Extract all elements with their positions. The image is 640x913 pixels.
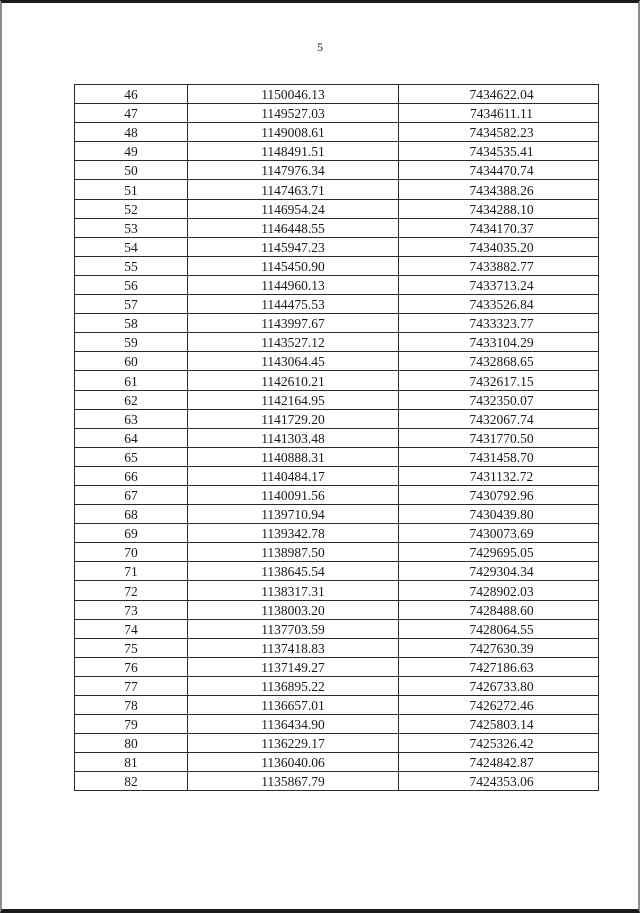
x-coordinate-cell: 1136895.22	[188, 676, 399, 695]
x-coordinate-cell: 1137418.83	[188, 638, 399, 657]
y-coordinate-cell: 7431770.50	[399, 428, 599, 447]
point-number-cell: 72	[75, 581, 188, 600]
coordinates-table-body	[75, 85, 599, 791]
y-coordinate-cell: 7434582.23	[399, 123, 599, 142]
point-number-cell: 78	[75, 696, 188, 715]
point-number-cell: 55	[75, 256, 188, 275]
x-coordinate-cell: 1150046.13	[188, 85, 399, 104]
x-coordinate-cell: 1147463.71	[188, 180, 399, 199]
table-row	[75, 352, 599, 371]
y-coordinate-cell: 7434611.11	[399, 104, 599, 123]
x-coordinate-cell: 1140091.56	[188, 485, 399, 504]
table-row	[75, 600, 599, 619]
point-number-cell: 52	[75, 199, 188, 218]
point-number-cell: 51	[75, 180, 188, 199]
point-number-cell: 73	[75, 600, 188, 619]
y-coordinate-cell: 7433323.77	[399, 314, 599, 333]
table-row	[75, 314, 599, 333]
point-number-cell: 68	[75, 505, 188, 524]
y-coordinate-cell: 7430073.69	[399, 524, 599, 543]
y-coordinate-cell: 7434170.37	[399, 218, 599, 237]
x-coordinate-cell: 1136229.17	[188, 734, 399, 753]
table-row	[75, 753, 599, 772]
table-row	[75, 581, 599, 600]
table-row	[75, 237, 599, 256]
point-number-cell: 65	[75, 447, 188, 466]
table-row	[75, 161, 599, 180]
table-row	[75, 256, 599, 275]
table-row	[75, 180, 599, 199]
point-number-cell: 80	[75, 734, 188, 753]
y-coordinate-cell: 7428064.55	[399, 619, 599, 638]
point-number-cell: 56	[75, 275, 188, 294]
table-row	[75, 218, 599, 237]
table-row	[75, 619, 599, 638]
table-row	[75, 428, 599, 447]
x-coordinate-cell: 1149527.03	[188, 104, 399, 123]
x-coordinate-cell: 1142610.21	[188, 371, 399, 390]
x-coordinate-cell: 1137149.27	[188, 657, 399, 676]
point-number-cell: 81	[75, 753, 188, 772]
point-number-cell: 79	[75, 715, 188, 734]
table-row	[75, 715, 599, 734]
point-number-cell: 69	[75, 524, 188, 543]
y-coordinate-cell: 7427630.39	[399, 638, 599, 657]
x-coordinate-cell: 1144475.53	[188, 295, 399, 314]
table-row	[75, 638, 599, 657]
table-row	[75, 295, 599, 314]
x-coordinate-cell: 1138987.50	[188, 543, 399, 562]
point-number-cell: 67	[75, 485, 188, 504]
table-row	[75, 447, 599, 466]
y-coordinate-cell: 7425803.14	[399, 715, 599, 734]
x-coordinate-cell: 1138317.31	[188, 581, 399, 600]
y-coordinate-cell: 7432868.65	[399, 352, 599, 371]
table-row	[75, 734, 599, 753]
point-number-cell: 59	[75, 333, 188, 352]
point-number-cell: 77	[75, 676, 188, 695]
y-coordinate-cell: 7430792.96	[399, 485, 599, 504]
table-row	[75, 676, 599, 695]
x-coordinate-cell: 1148491.51	[188, 142, 399, 161]
table-row	[75, 696, 599, 715]
table-row	[75, 199, 599, 218]
y-coordinate-cell: 7432350.07	[399, 390, 599, 409]
x-coordinate-cell: 1136657.01	[188, 696, 399, 715]
y-coordinate-cell: 7430439.80	[399, 505, 599, 524]
point-number-cell: 49	[75, 142, 188, 161]
table-row	[75, 772, 599, 791]
table-row	[75, 142, 599, 161]
table-row	[75, 466, 599, 485]
y-coordinate-cell: 7431458.70	[399, 447, 599, 466]
table-row	[75, 85, 599, 104]
x-coordinate-cell: 1139342.78	[188, 524, 399, 543]
y-coordinate-cell: 7424353.06	[399, 772, 599, 791]
point-number-cell: 76	[75, 657, 188, 676]
x-coordinate-cell: 1138003.20	[188, 600, 399, 619]
y-coordinate-cell: 7432067.74	[399, 409, 599, 428]
y-coordinate-cell: 7434288.10	[399, 199, 599, 218]
point-number-cell: 48	[75, 123, 188, 142]
y-coordinate-cell: 7434470.74	[399, 161, 599, 180]
y-coordinate-cell: 7426733.80	[399, 676, 599, 695]
y-coordinate-cell: 7434388.26	[399, 180, 599, 199]
y-coordinate-cell: 7429304.34	[399, 562, 599, 581]
x-coordinate-cell: 1136434.90	[188, 715, 399, 734]
table-row	[75, 543, 599, 562]
y-coordinate-cell: 7433104.29	[399, 333, 599, 352]
y-coordinate-cell: 7425326.42	[399, 734, 599, 753]
y-coordinate-cell: 7429695.05	[399, 543, 599, 562]
point-number-cell: 54	[75, 237, 188, 256]
x-coordinate-cell: 1145450.90	[188, 256, 399, 275]
coordinates-table	[74, 84, 599, 791]
table-row	[75, 485, 599, 504]
x-coordinate-cell: 1145947.23	[188, 237, 399, 256]
point-number-cell: 57	[75, 295, 188, 314]
point-number-cell: 53	[75, 218, 188, 237]
point-number-cell: 61	[75, 371, 188, 390]
point-number-cell: 66	[75, 466, 188, 485]
point-number-cell: 63	[75, 409, 188, 428]
point-number-cell: 50	[75, 161, 188, 180]
point-number-cell: 58	[75, 314, 188, 333]
x-coordinate-cell: 1149008.61	[188, 123, 399, 142]
table-row	[75, 333, 599, 352]
y-coordinate-cell: 7432617.15	[399, 371, 599, 390]
x-coordinate-cell: 1146448.55	[188, 218, 399, 237]
y-coordinate-cell: 7431132.72	[399, 466, 599, 485]
page-number: 5	[317, 40, 323, 54]
point-number-cell: 62	[75, 390, 188, 409]
x-coordinate-cell: 1143064.45	[188, 352, 399, 371]
table-row	[75, 104, 599, 123]
x-coordinate-cell: 1141729.20	[188, 409, 399, 428]
x-coordinate-cell: 1140888.31	[188, 447, 399, 466]
y-coordinate-cell: 7433882.77	[399, 256, 599, 275]
x-coordinate-cell: 1147976.34	[188, 161, 399, 180]
y-coordinate-cell: 7434622.04	[399, 85, 599, 104]
table-row	[75, 123, 599, 142]
y-coordinate-cell: 7426272.46	[399, 696, 599, 715]
point-number-cell: 71	[75, 562, 188, 581]
y-coordinate-cell: 7433713.24	[399, 275, 599, 294]
y-coordinate-cell: 7428488.60	[399, 600, 599, 619]
x-coordinate-cell: 1136040.06	[188, 753, 399, 772]
x-coordinate-cell: 1141303.48	[188, 428, 399, 447]
point-number-cell: 74	[75, 619, 188, 638]
x-coordinate-cell: 1140484.17	[188, 466, 399, 485]
point-number-cell: 75	[75, 638, 188, 657]
x-coordinate-cell: 1144960.13	[188, 275, 399, 294]
point-number-cell: 82	[75, 772, 188, 791]
x-coordinate-cell: 1138645.54	[188, 562, 399, 581]
point-number-cell: 64	[75, 428, 188, 447]
table-row	[75, 657, 599, 676]
y-coordinate-cell: 7434035.20	[399, 237, 599, 256]
table-row	[75, 505, 599, 524]
y-coordinate-cell: 7424842.87	[399, 753, 599, 772]
x-coordinate-cell: 1139710.94	[188, 505, 399, 524]
x-coordinate-cell: 1146954.24	[188, 199, 399, 218]
y-coordinate-cell: 7428902.03	[399, 581, 599, 600]
point-number-cell: 46	[75, 85, 188, 104]
x-coordinate-cell: 1143997.67	[188, 314, 399, 333]
x-coordinate-cell: 1142164.95	[188, 390, 399, 409]
y-coordinate-cell: 7433526.84	[399, 295, 599, 314]
y-coordinate-cell: 7427186.63	[399, 657, 599, 676]
table-row	[75, 524, 599, 543]
table-row	[75, 390, 599, 409]
point-number-cell: 70	[75, 543, 188, 562]
x-coordinate-cell: 1135867.79	[188, 772, 399, 791]
x-coordinate-cell: 1137703.59	[188, 619, 399, 638]
point-number-cell: 47	[75, 104, 188, 123]
table-row	[75, 409, 599, 428]
x-coordinate-cell: 1143527.12	[188, 333, 399, 352]
table-row	[75, 562, 599, 581]
point-number-cell: 60	[75, 352, 188, 371]
table-row	[75, 371, 599, 390]
table-row	[75, 275, 599, 294]
y-coordinate-cell: 7434535.41	[399, 142, 599, 161]
